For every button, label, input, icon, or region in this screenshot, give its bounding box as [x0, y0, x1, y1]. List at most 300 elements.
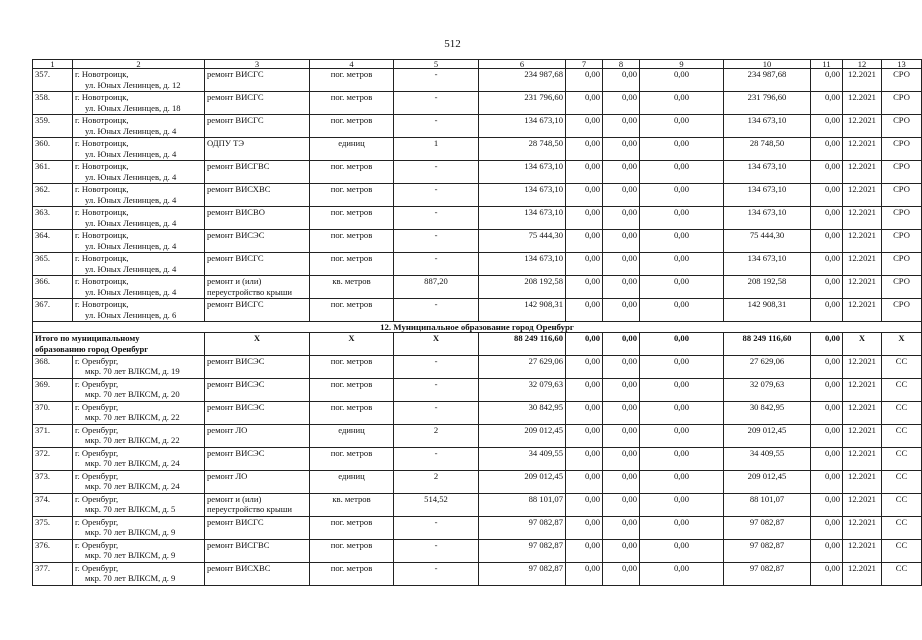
method-cell: СС: [882, 447, 922, 470]
work-type: ремонт ВИСГВС: [207, 161, 270, 171]
address-city: г. Оренбург,: [75, 516, 119, 527]
other-cell: 0,00: [811, 184, 843, 207]
column-number-5: 5: [394, 60, 479, 69]
other-cell: 0,00: [811, 92, 843, 115]
unit-cell: кв. метров: [310, 493, 394, 516]
method-cell: СРО: [882, 207, 922, 230]
method-cell: СС: [882, 516, 922, 539]
work-type-cell: [205, 207, 310, 230]
deadline-cell: 12.2021: [843, 424, 882, 447]
total-cost-cell: 134 673,10: [479, 253, 566, 276]
work-type-cell: [205, 138, 310, 161]
address-street: мкр. 70 лет ВЛКСМ, д. 19: [85, 366, 180, 377]
work-type-cell: [205, 276, 310, 299]
row-number: 361.: [33, 161, 73, 184]
work-type: ремонт ВИСГС: [207, 69, 264, 79]
total-cost-cell: 32 079,63: [479, 378, 566, 401]
address-city: г. Оренбург,: [75, 562, 119, 573]
unit-cell: пог. метров: [310, 230, 394, 253]
budget-cell: 0,00: [603, 184, 640, 207]
deadline-cell: 12.2021: [843, 299, 882, 322]
local-budget-cell: 0,00: [640, 401, 724, 424]
deadline-cell: 12.2021: [843, 355, 882, 378]
unit-cell: единиц: [310, 138, 394, 161]
total-cost-cell: 97 082,87: [479, 516, 566, 539]
work-type-cont: переустройство крыши: [207, 504, 292, 515]
other-cell: 0,00: [811, 516, 843, 539]
fund-cell: 0,00: [566, 539, 603, 562]
row-number: 371.: [33, 424, 73, 447]
row-number: 377.: [33, 562, 73, 585]
unit-cell: пог. метров: [310, 539, 394, 562]
column-number-13: 13: [882, 60, 922, 69]
address-street: ул. Юных Ленинцев, д. 4: [85, 217, 177, 228]
address-cell: [73, 299, 205, 322]
row-number: 368.: [33, 355, 73, 378]
address-city: г. Новотроицк,: [75, 276, 129, 286]
deadline-cell: 12.2021: [843, 378, 882, 401]
work-type: ремонт и (или): [207, 276, 262, 286]
owner-funds-cell: 32 079,63: [724, 378, 811, 401]
other-cell: 0,00: [811, 493, 843, 516]
total-cost-cell: 208 192,58: [479, 276, 566, 299]
work-type: ремонт ВИСЭС: [207, 378, 265, 389]
work-type: ремонт ВИСГС: [207, 115, 264, 125]
work-type: ремонт ВИСЭС: [207, 355, 265, 366]
deadline-cell: 12.2021: [843, 92, 882, 115]
local-budget-cell: 0,00: [640, 562, 724, 585]
quantity-cell: 1: [394, 138, 479, 161]
total-c11: 0,00: [811, 333, 843, 356]
method-cell: СРО: [882, 69, 922, 92]
address-city: г. Новотроицк,: [75, 207, 129, 217]
column-number-11: 11: [811, 60, 843, 69]
row-number: 375.: [33, 516, 73, 539]
budget-cell: 0,00: [603, 401, 640, 424]
work-type: ремонт ВИСЭС: [207, 447, 265, 458]
deadline-cell: 12.2021: [843, 401, 882, 424]
total-c3: X: [205, 333, 310, 356]
total-c13: X: [882, 333, 922, 356]
address-street: ул. Юных Ленинцев, д. 18: [85, 102, 181, 113]
total-cost-cell: 209 012,45: [479, 470, 566, 493]
work-type: ремонт ВИСГС: [207, 299, 264, 309]
total-cost-cell: 88 101,07: [479, 493, 566, 516]
total-cost-cell: 134 673,10: [479, 207, 566, 230]
table-row: [33, 424, 922, 447]
row-number: 376.: [33, 539, 73, 562]
unit-cell: пог. метров: [310, 355, 394, 378]
budget-cell: 0,00: [603, 355, 640, 378]
total-cost-cell: 97 082,87: [479, 562, 566, 585]
total-c6: 88 249 116,60: [479, 333, 566, 356]
local-budget-cell: 0,00: [640, 355, 724, 378]
fund-cell: 0,00: [566, 378, 603, 401]
work-type: ремонт ВИСХВС: [207, 184, 271, 194]
fund-cell: 0,00: [566, 207, 603, 230]
unit-cell: пог. метров: [310, 401, 394, 424]
work-type-cell: [205, 230, 310, 253]
fund-cell: 0,00: [566, 115, 603, 138]
table-row: [33, 516, 922, 539]
table-row: [33, 401, 922, 424]
fund-cell: 0,00: [566, 447, 603, 470]
table-row: [33, 115, 922, 138]
other-cell: 0,00: [811, 539, 843, 562]
total-cost-cell: 134 673,10: [479, 161, 566, 184]
quantity-cell: -: [394, 92, 479, 115]
owner-funds-cell: 134 673,10: [724, 161, 811, 184]
deadline-cell: 12.2021: [843, 138, 882, 161]
column-number-3: 3: [205, 60, 310, 69]
address-street: мкр. 70 лет ВЛКСМ, д. 9: [85, 573, 176, 584]
method-cell: СС: [882, 424, 922, 447]
address-cell: [73, 470, 205, 493]
deadline-cell: 12.2021: [843, 184, 882, 207]
method-cell: СРО: [882, 138, 922, 161]
local-budget-cell: 0,00: [640, 69, 724, 92]
quantity-cell: -: [394, 230, 479, 253]
total-row: [33, 333, 922, 356]
total-c7: 0,00: [566, 333, 603, 356]
owner-funds-cell: 34 409,55: [724, 447, 811, 470]
unit-cell: пог. метров: [310, 92, 394, 115]
column-number-6: 6: [479, 60, 566, 69]
method-cell: СРО: [882, 161, 922, 184]
quantity-cell: -: [394, 69, 479, 92]
work-type-cell: [205, 253, 310, 276]
work-type-cell: [205, 539, 310, 562]
unit-cell: пог. метров: [310, 299, 394, 322]
table-row: [33, 161, 922, 184]
work-type: ремонт и (или): [207, 493, 262, 504]
total-label-line: образованию город Оренбург: [35, 343, 149, 354]
work-type-cell: [205, 447, 310, 470]
column-number-7: 7: [566, 60, 603, 69]
other-cell: 0,00: [811, 253, 843, 276]
other-cell: 0,00: [811, 470, 843, 493]
work-type: ОДПУ ТЭ: [207, 138, 245, 148]
budget-cell: 0,00: [603, 470, 640, 493]
address-cell: [73, 516, 205, 539]
quantity-cell: -: [394, 299, 479, 322]
address-cell: [73, 539, 205, 562]
deadline-cell: 12.2021: [843, 230, 882, 253]
total-cost-cell: 75 444,30: [479, 230, 566, 253]
total-c4: X: [310, 333, 394, 356]
work-type: ремонт ВИСГС: [207, 253, 264, 263]
total-cost-cell: 209 012,45: [479, 424, 566, 447]
method-cell: СРО: [882, 299, 922, 322]
table-row: [33, 447, 922, 470]
fund-cell: 0,00: [566, 161, 603, 184]
work-type: ремонт ВИСГС: [207, 516, 264, 527]
work-type-cell: [205, 69, 310, 92]
row-number: 357.: [33, 69, 73, 92]
owner-funds-cell: 134 673,10: [724, 184, 811, 207]
program-table: [32, 59, 922, 586]
quantity-cell: 887,20: [394, 276, 479, 299]
owner-funds-cell: 97 082,87: [724, 562, 811, 585]
budget-cell: 0,00: [603, 424, 640, 447]
address-cell: [73, 161, 205, 184]
quantity-cell: -: [394, 562, 479, 585]
work-type: ремонт ВИСВО: [207, 207, 265, 217]
total-c10: 88 249 116,60: [724, 333, 811, 356]
fund-cell: 0,00: [566, 562, 603, 585]
column-number-12: 12: [843, 60, 882, 69]
quantity-cell: -: [394, 115, 479, 138]
table-body: [33, 60, 922, 586]
budget-cell: 0,00: [603, 115, 640, 138]
table-row: [33, 276, 922, 299]
other-cell: 0,00: [811, 299, 843, 322]
column-number-1: 1: [33, 60, 73, 69]
quantity-cell: 2: [394, 424, 479, 447]
address-cell: [73, 401, 205, 424]
address-street: ул. Юных Ленинцев, д. 4: [85, 125, 177, 136]
unit-cell: пог. метров: [310, 207, 394, 230]
row-number: 363.: [33, 207, 73, 230]
quantity-cell: 514,52: [394, 493, 479, 516]
quantity-cell: -: [394, 184, 479, 207]
address-city: г. Оренбург,: [75, 424, 119, 435]
unit-cell: пог. метров: [310, 516, 394, 539]
quantity-cell: -: [394, 401, 479, 424]
budget-cell: 0,00: [603, 230, 640, 253]
address-street: ул. Юных Ленинцев, д. 4: [85, 171, 177, 182]
fund-cell: 0,00: [566, 493, 603, 516]
total-cost-cell: 27 629,06: [479, 355, 566, 378]
total-c5: X: [394, 333, 479, 356]
method-cell: СС: [882, 562, 922, 585]
local-budget-cell: 0,00: [640, 516, 724, 539]
unit-cell: единиц: [310, 470, 394, 493]
method-cell: СС: [882, 401, 922, 424]
address-street: ул. Юных Ленинцев, д. 12: [85, 79, 181, 90]
owner-funds-cell: 231 796,60: [724, 92, 811, 115]
deadline-cell: 12.2021: [843, 276, 882, 299]
local-budget-cell: 0,00: [640, 253, 724, 276]
other-cell: 0,00: [811, 447, 843, 470]
address-cell: [73, 447, 205, 470]
address-street: мкр. 70 лет ВЛКСМ, д. 22: [85, 435, 180, 446]
budget-cell: 0,00: [603, 69, 640, 92]
local-budget-cell: 0,00: [640, 470, 724, 493]
address-street: мкр. 70 лет ВЛКСМ, д. 5: [85, 504, 176, 515]
local-budget-cell: 0,00: [640, 424, 724, 447]
method-cell: СС: [882, 378, 922, 401]
row-number: 372.: [33, 447, 73, 470]
column-number-row: [33, 60, 922, 69]
other-cell: 0,00: [811, 562, 843, 585]
local-budget-cell: 0,00: [640, 230, 724, 253]
total-cost-cell: 34 409,55: [479, 447, 566, 470]
fund-cell: 0,00: [566, 470, 603, 493]
deadline-cell: 12.2021: [843, 207, 882, 230]
address-cell: [73, 138, 205, 161]
other-cell: 0,00: [811, 115, 843, 138]
unit-cell: единиц: [310, 424, 394, 447]
table-row: [33, 470, 922, 493]
total-label-line: Итого по муниципальному: [35, 333, 140, 343]
work-type: ремонт ЛО: [207, 470, 248, 481]
total-cost-cell: 97 082,87: [479, 539, 566, 562]
other-cell: 0,00: [811, 424, 843, 447]
address-street: мкр. 70 лет ВЛКСМ, д. 24: [85, 458, 180, 469]
fund-cell: 0,00: [566, 92, 603, 115]
address-city: г. Оренбург,: [75, 378, 119, 389]
owner-funds-cell: 209 012,45: [724, 424, 811, 447]
owner-funds-cell: 97 082,87: [724, 516, 811, 539]
other-cell: 0,00: [811, 207, 843, 230]
local-budget-cell: 0,00: [640, 299, 724, 322]
owner-funds-cell: 27 629,06: [724, 355, 811, 378]
work-type-cont: переустройство крыши: [207, 286, 292, 297]
row-number: 359.: [33, 115, 73, 138]
budget-cell: 0,00: [603, 299, 640, 322]
other-cell: 0,00: [811, 161, 843, 184]
table-row: [33, 493, 922, 516]
owner-funds-cell: 30 842,95: [724, 401, 811, 424]
column-number-2: 2: [73, 60, 205, 69]
fund-cell: 0,00: [566, 424, 603, 447]
total-c9: 0,00: [640, 333, 724, 356]
local-budget-cell: 0,00: [640, 207, 724, 230]
other-cell: 0,00: [811, 138, 843, 161]
owner-funds-cell: 134 673,10: [724, 115, 811, 138]
local-budget-cell: 0,00: [640, 184, 724, 207]
table-row: [33, 138, 922, 161]
deadline-cell: 12.2021: [843, 161, 882, 184]
local-budget-cell: 0,00: [640, 161, 724, 184]
total-c12: X: [843, 333, 882, 356]
unit-cell: пог. метров: [310, 115, 394, 138]
row-number: 362.: [33, 184, 73, 207]
row-number: 358.: [33, 92, 73, 115]
work-type-cell: [205, 562, 310, 585]
address-street: ул. Юных Ленинцев, д. 4: [85, 148, 177, 159]
fund-cell: 0,00: [566, 230, 603, 253]
work-type-cell: [205, 92, 310, 115]
local-budget-cell: 0,00: [640, 539, 724, 562]
other-cell: 0,00: [811, 230, 843, 253]
fund-cell: 0,00: [566, 184, 603, 207]
address-street: мкр. 70 лет ВЛКСМ, д. 24: [85, 481, 180, 492]
total-cost-cell: 142 908,31: [479, 299, 566, 322]
address-city: г. Новотроицк,: [75, 69, 129, 79]
method-cell: СРО: [882, 253, 922, 276]
quantity-cell: -: [394, 253, 479, 276]
budget-cell: 0,00: [603, 378, 640, 401]
address-cell: [73, 424, 205, 447]
deadline-cell: 12.2021: [843, 447, 882, 470]
owner-funds-cell: 209 012,45: [724, 470, 811, 493]
unit-cell: пог. метров: [310, 253, 394, 276]
total-cost-cell: 30 842,95: [479, 401, 566, 424]
work-type: ремонт ВИСГВС: [207, 539, 270, 550]
budget-cell: 0,00: [603, 253, 640, 276]
section-title: 12. Муниципальное образование город Оренбург: [33, 322, 922, 333]
method-cell: СС: [882, 539, 922, 562]
other-cell: 0,00: [811, 378, 843, 401]
deadline-cell: 12.2021: [843, 516, 882, 539]
table-row: [33, 230, 922, 253]
fund-cell: 0,00: [566, 69, 603, 92]
local-budget-cell: 0,00: [640, 378, 724, 401]
address-city: г. Оренбург,: [75, 355, 119, 366]
address-city: г. Оренбург,: [75, 539, 119, 550]
address-cell: [73, 493, 205, 516]
quantity-cell: -: [394, 161, 479, 184]
fund-cell: 0,00: [566, 299, 603, 322]
fund-cell: 0,00: [566, 138, 603, 161]
total-cost-cell: 134 673,10: [479, 184, 566, 207]
row-number: 366.: [33, 276, 73, 299]
column-number-9: 9: [640, 60, 724, 69]
column-number-8: 8: [603, 60, 640, 69]
work-type-cell: [205, 299, 310, 322]
fund-cell: 0,00: [566, 401, 603, 424]
quantity-cell: -: [394, 516, 479, 539]
work-type-cell: [205, 378, 310, 401]
work-type-cell: [205, 115, 310, 138]
total-cost-cell: 28 748,50: [479, 138, 566, 161]
unit-cell: пог. метров: [310, 184, 394, 207]
work-type-cell: [205, 355, 310, 378]
column-number-4: 4: [310, 60, 394, 69]
unit-cell: пог. метров: [310, 447, 394, 470]
address-cell: [73, 276, 205, 299]
table-row: [33, 378, 922, 401]
fund-cell: 0,00: [566, 276, 603, 299]
owner-funds-cell: 234 987,68: [724, 69, 811, 92]
method-cell: СС: [882, 355, 922, 378]
deadline-cell: 12.2021: [843, 69, 882, 92]
budget-cell: 0,00: [603, 493, 640, 516]
unit-cell: пог. метров: [310, 378, 394, 401]
budget-cell: 0,00: [603, 516, 640, 539]
work-type-cell: [205, 161, 310, 184]
quantity-cell: -: [394, 539, 479, 562]
local-budget-cell: 0,00: [640, 493, 724, 516]
unit-cell: пог. метров: [310, 69, 394, 92]
method-cell: СС: [882, 493, 922, 516]
budget-cell: 0,00: [603, 539, 640, 562]
method-cell: СРО: [882, 92, 922, 115]
table-row: [33, 562, 922, 585]
row-number: 369.: [33, 378, 73, 401]
table-row: [33, 92, 922, 115]
local-budget-cell: 0,00: [640, 447, 724, 470]
total-cost-cell: 231 796,60: [479, 92, 566, 115]
quantity-cell: -: [394, 447, 479, 470]
method-cell: СРО: [882, 230, 922, 253]
work-type: ремонт ВИСГС: [207, 92, 264, 102]
address-city: г. Новотроицк,: [75, 253, 129, 263]
budget-cell: 0,00: [603, 276, 640, 299]
deadline-cell: 12.2021: [843, 253, 882, 276]
method-cell: СРО: [882, 184, 922, 207]
owner-funds-cell: 208 192,58: [724, 276, 811, 299]
row-number: 370.: [33, 401, 73, 424]
fund-cell: 0,00: [566, 253, 603, 276]
address-cell: [73, 115, 205, 138]
deadline-cell: 12.2021: [843, 493, 882, 516]
row-number: 367.: [33, 299, 73, 322]
address-city: г. Оренбург,: [75, 493, 119, 504]
deadline-cell: 12.2021: [843, 470, 882, 493]
